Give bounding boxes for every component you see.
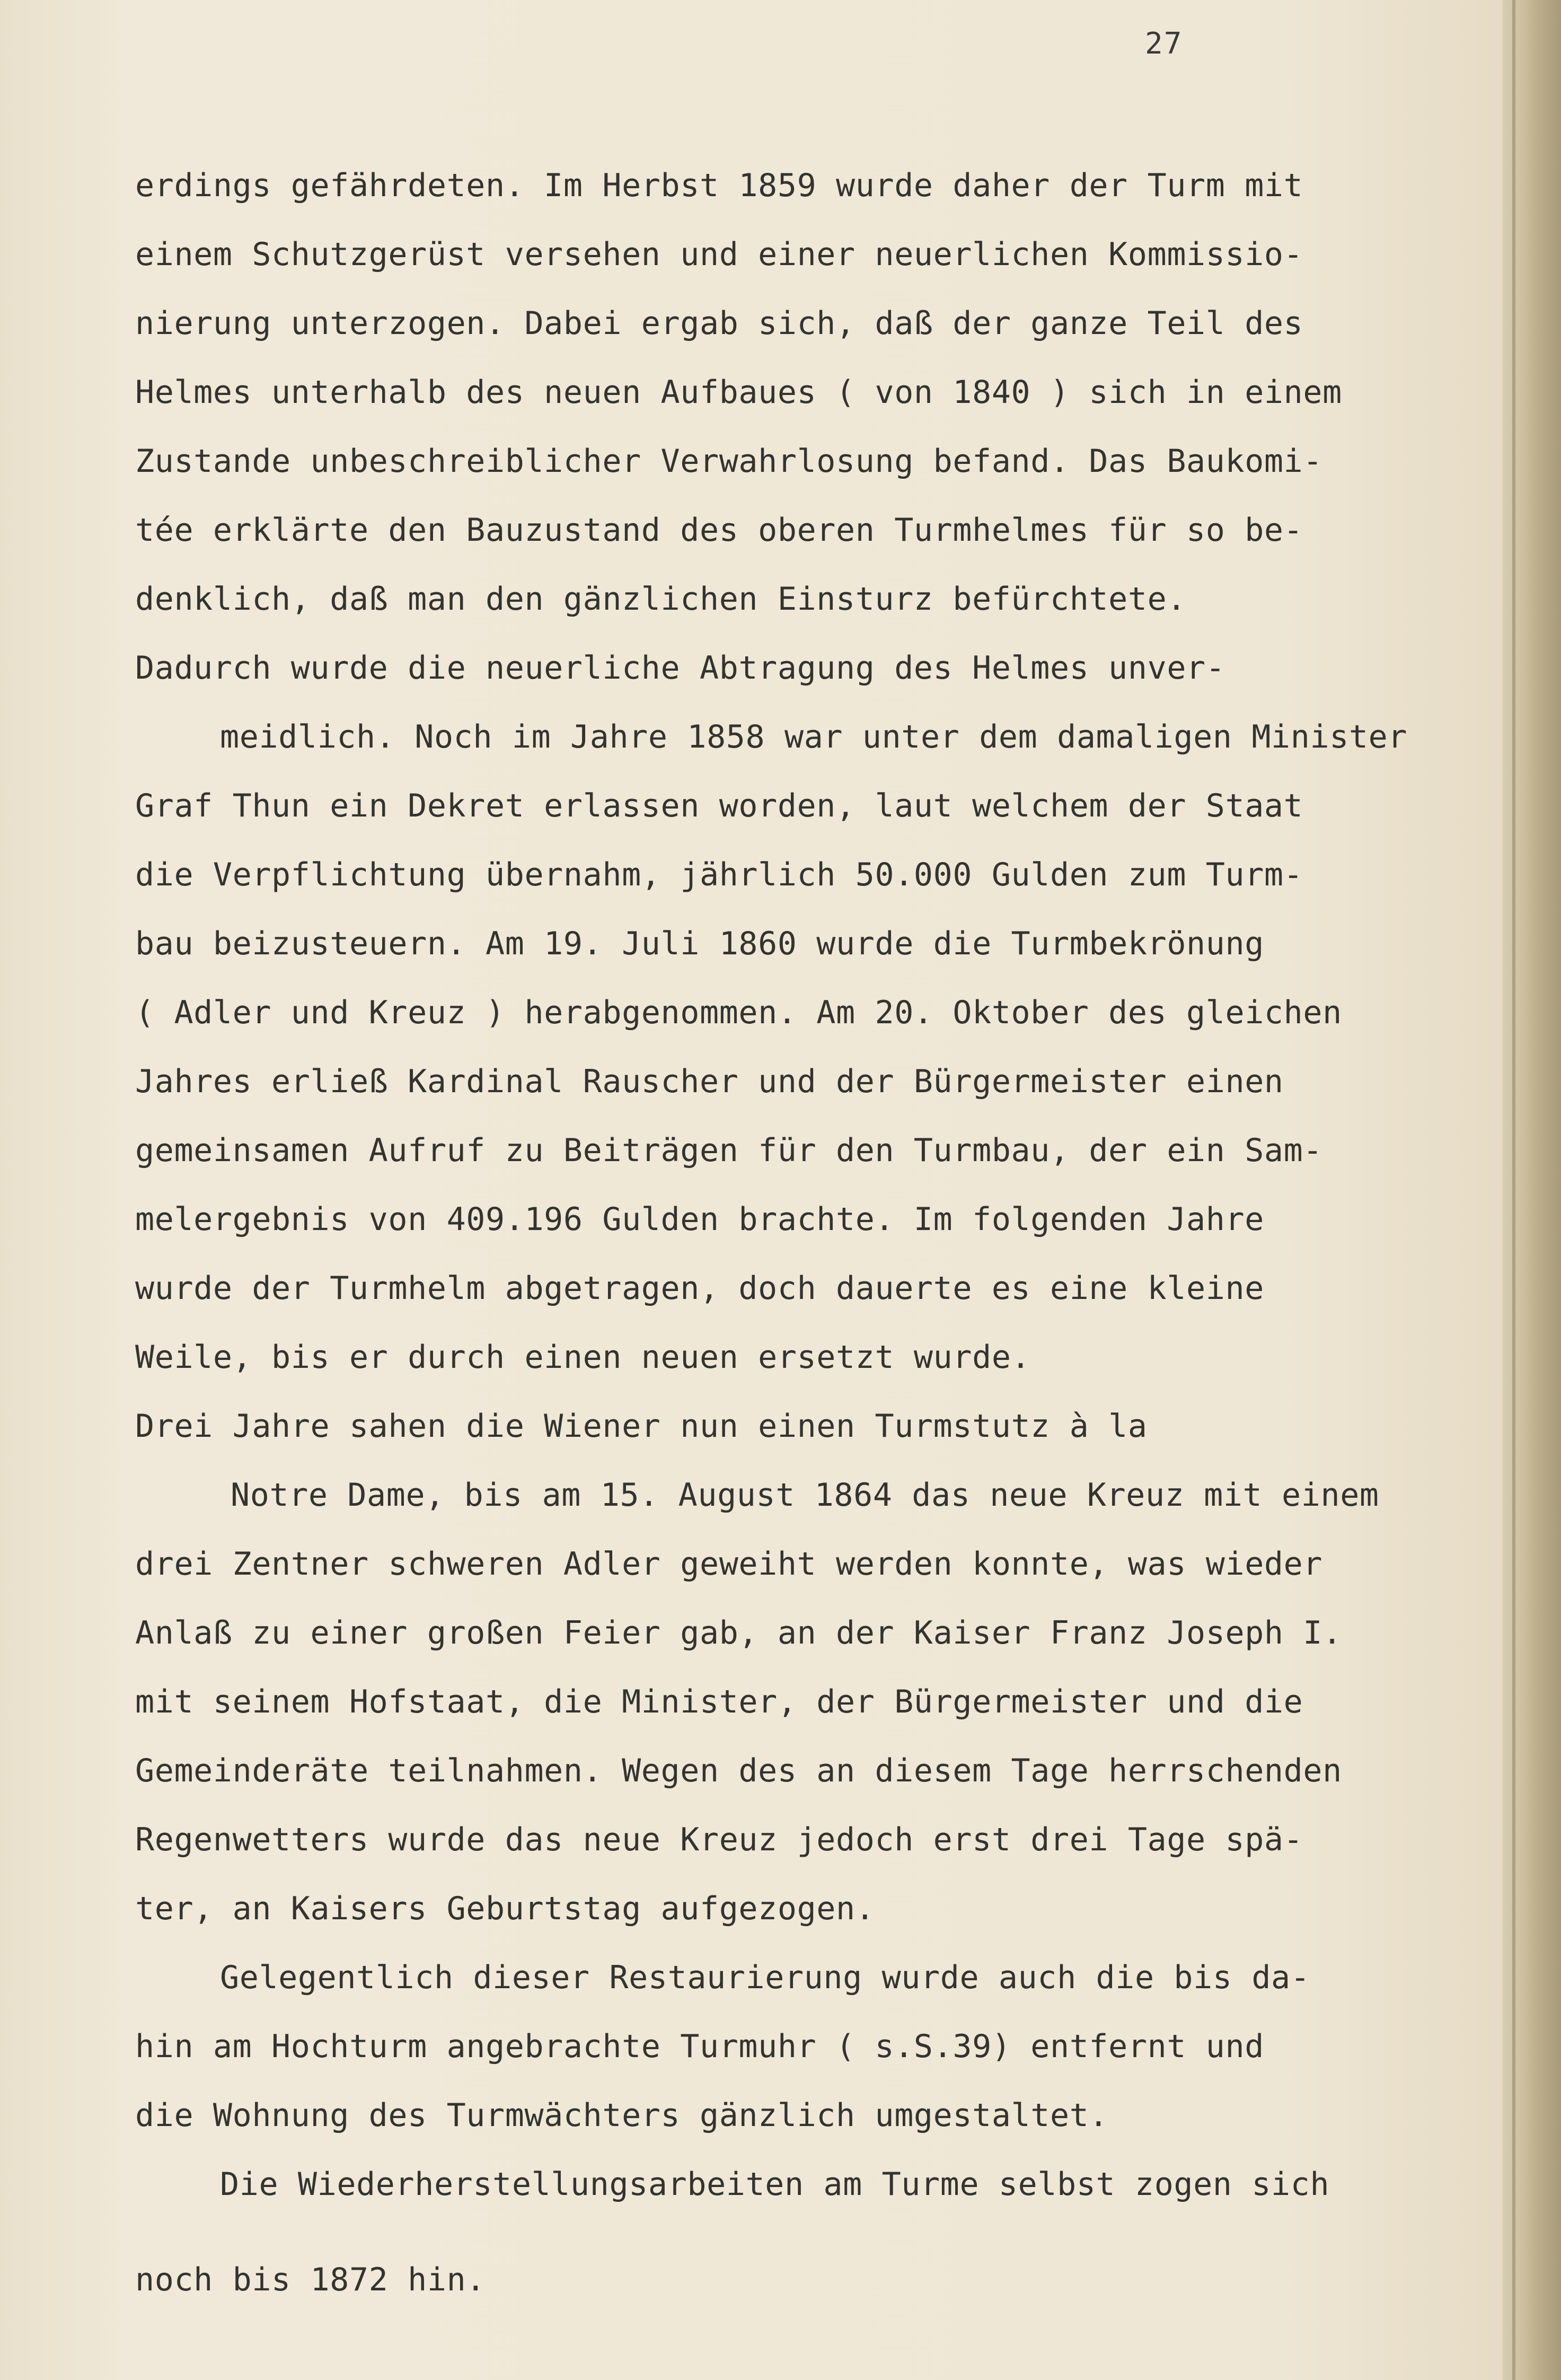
- text-line: meidlich. Noch im Jahre 1858 war unter dem damaligen Minister: [220, 718, 1408, 756]
- text-line: Dadurch wurde die neuerliche Abtragung des Helmes unver-: [135, 649, 1225, 687]
- text-line: Gemeinderäte teilnahmen. Wegen des an diesem Tage herrschenden: [135, 1752, 1342, 1789]
- text-line: tée erklärte den Bauzustand des oberen Turmhelmes für so be-: [135, 512, 1303, 549]
- text-line: die Wohnung des Turmwächters gänzlich umgestaltet.: [135, 2097, 1109, 2134]
- text-line: Zustande unbeschreiblicher Verwahrlosung befand. Das Baukomi-: [135, 443, 1323, 480]
- text-line: bau beizusteuern. Am 19. Juli 1860 wurde die Turmbekrönung: [135, 925, 1264, 962]
- text-line: Notre Dame, bis am 15. August 1864 das neue Kreuz mit einem: [231, 1477, 1379, 1514]
- text-line: wurde der Turmhelm abgetragen, doch dauerte es eine kleine: [135, 1270, 1264, 1307]
- text-line: Anlaß zu einer großen Feier gab, an der Kaiser Franz Joseph I.: [135, 1614, 1342, 1652]
- text-line: hin am Hochturm angebrachte Turmuhr ( s.S.39) entfernt und: [135, 2028, 1264, 2065]
- text-line: Gelegentlich dieser Restaurierung wurde auch die bis da-: [220, 1959, 1310, 1996]
- text-line: Helmes unterhalb des neuen Aufbaues ( von 1840 ) sich in einem: [135, 374, 1342, 411]
- text-line: Graf Thun ein Dekret erlassen worden, laut welchem der Staat: [135, 787, 1303, 824]
- text-line: nierung unterzogen. Dabei ergab sich, daß der ganze Teil des: [135, 305, 1303, 342]
- page-number: 27: [1145, 27, 1183, 61]
- text-line: mit seinem Hofstaat, die Minister, der Bürgermeister und die: [135, 1683, 1303, 1720]
- text-line: Drei Jahre sahen die Wiener nun einen Turmstutz à la: [135, 1408, 1148, 1445]
- text-line: Jahres erließ Kardinal Rauscher und der Bürgermeister einen: [135, 1063, 1284, 1100]
- text-line: ( Adler und Kreuz ) herabgenommen. Am 20. Oktober des gleichen: [135, 994, 1342, 1031]
- text-line: einem Schutzgerüst versehen und einer neuerlichen Kommissio-: [135, 236, 1303, 273]
- text-line: melergebnis von 409.196 Gulden brachte. Im folgenden Jahre: [135, 1201, 1264, 1238]
- text-line: Regenwetters wurde das neue Kreuz jedoch erst drei Tage spä-: [135, 1821, 1303, 1858]
- binding-shadow-line: [1512, 0, 1515, 2380]
- text-line: gemeinsamen Aufruf zu Beiträgen für den Turmbau, der ein Sam-: [135, 1132, 1323, 1169]
- book-binding-edge: [1503, 0, 1561, 2380]
- text-line: Weile, bis er durch einen neuen ersetzt wurde.: [135, 1339, 1031, 1376]
- text-line: die Verpflichtung übernahm, jährlich 50.000 Gulden zum Turm-: [135, 856, 1303, 893]
- text-line: denklich, daß man den gänzlichen Einsturz befürchtete.: [135, 581, 1187, 618]
- text-line: ter, an Kaisers Geburtstag aufgezogen.: [135, 1890, 875, 1927]
- text-line: noch bis 1872 hin.: [135, 2261, 486, 2298]
- text-line: erdings gefährdeten. Im Herbst 1859 wurde daher der Turm mit: [135, 167, 1303, 204]
- text-line: Die Wiederherstellungsarbeiten am Turme selbst zogen sich: [220, 2166, 1330, 2203]
- text-line: drei Zentner schweren Adler geweiht werden konnte, was wieder: [135, 1545, 1323, 1583]
